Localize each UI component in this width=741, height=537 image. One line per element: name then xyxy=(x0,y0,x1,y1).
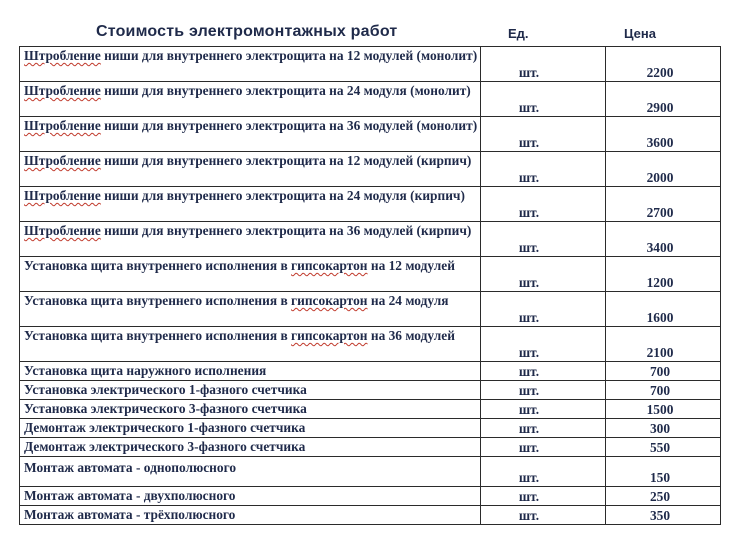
service-price: 150 xyxy=(606,457,721,487)
service-description: Демонтаж электрического 1-фазного счетчика xyxy=(20,419,481,438)
table-row xyxy=(20,506,721,525)
service-unit: шт. xyxy=(481,438,606,457)
service-description: Штробление ниши для внутреннего электрощита на 24 модуля (кирпич) xyxy=(20,187,481,222)
price-column-header: Цена xyxy=(624,26,656,41)
table-row xyxy=(20,47,721,82)
service-unit: шт. xyxy=(481,381,606,400)
table-row xyxy=(20,152,721,187)
table-row xyxy=(20,438,721,457)
service-price: 300 xyxy=(606,419,721,438)
service-description: Штробление ниши для внутреннего электрощита на 36 модулей (монолит) xyxy=(20,117,481,152)
service-unit: шт. xyxy=(481,152,606,187)
service-unit: шт. xyxy=(481,82,606,117)
service-price: 3600 xyxy=(606,117,721,152)
service-description: Монтаж автомата - однополюсного xyxy=(20,457,481,487)
table-row xyxy=(20,362,721,381)
table-row xyxy=(20,257,721,292)
service-description: Установка щита внутреннего исполнения в гипсокартон на 36 модулей xyxy=(20,327,481,362)
page-title: Стоимость электромонтажных работ xyxy=(96,23,398,40)
table-row xyxy=(20,457,721,487)
service-unit: шт. xyxy=(481,117,606,152)
service-description: Установка электрического 3-фазного счетчика xyxy=(20,400,481,419)
service-unit: шт. xyxy=(481,222,606,257)
service-unit: шт. xyxy=(481,187,606,222)
service-unit: шт. xyxy=(481,327,606,362)
unit-column-header: Ед. xyxy=(508,26,529,41)
service-description: Штробление ниши для внутреннего электрощита на 36 модулей (кирпич) xyxy=(20,222,481,257)
service-description: Установка щита внутреннего исполнения в гипсокартон на 12 модулей xyxy=(20,257,481,292)
service-unit: шт. xyxy=(481,487,606,506)
service-unit: шт. xyxy=(481,47,606,82)
service-price: 1600 xyxy=(606,292,721,327)
service-price: 700 xyxy=(606,381,721,400)
service-price: 2200 xyxy=(606,47,721,82)
price-table xyxy=(19,46,721,525)
table-row xyxy=(20,419,721,438)
service-price: 350 xyxy=(606,506,721,525)
service-price: 550 xyxy=(606,438,721,457)
service-price: 1200 xyxy=(606,257,721,292)
table-row xyxy=(20,292,721,327)
service-description: Установка щита наружного исполнения xyxy=(20,362,481,381)
table-header xyxy=(0,0,741,46)
service-price: 700 xyxy=(606,362,721,381)
service-price: 2100 xyxy=(606,327,721,362)
service-description: Монтаж автомата - двухполюсного xyxy=(20,487,481,506)
table-row xyxy=(20,381,721,400)
service-unit: шт. xyxy=(481,292,606,327)
service-unit: шт. xyxy=(481,257,606,292)
table-row xyxy=(20,327,721,362)
service-price: 2900 xyxy=(606,82,721,117)
table-row xyxy=(20,487,721,506)
table-row xyxy=(20,400,721,419)
service-price: 3400 xyxy=(606,222,721,257)
service-unit: шт. xyxy=(481,506,606,525)
table-row xyxy=(20,222,721,257)
service-unit: шт. xyxy=(481,362,606,381)
table-row xyxy=(20,82,721,117)
service-price: 2700 xyxy=(606,187,721,222)
service-description: Установка щита внутреннего исполнения в гипсокартон на 24 модуля xyxy=(20,292,481,327)
service-description: Монтаж автомата - трёхполюсного xyxy=(20,506,481,525)
table-row xyxy=(20,117,721,152)
service-unit: шт. xyxy=(481,457,606,487)
service-price: 1500 xyxy=(606,400,721,419)
table-row xyxy=(20,187,721,222)
service-price: 2000 xyxy=(606,152,721,187)
service-description: Установка электрического 1-фазного счетчика xyxy=(20,381,481,400)
service-description: Штробление ниши для внутреннего электрощита на 12 модулей (кирпич) xyxy=(20,152,481,187)
service-unit: шт. xyxy=(481,419,606,438)
service-description: Демонтаж электрического 3-фазного счетчика xyxy=(20,438,481,457)
service-price: 250 xyxy=(606,487,721,506)
service-unit: шт. xyxy=(481,400,606,419)
service-description: Штробление ниши для внутреннего электрощита на 24 модуля (монолит) xyxy=(20,82,481,117)
service-description: Штробление ниши для внутреннего электрощита на 12 модулей (монолит) xyxy=(20,47,481,82)
